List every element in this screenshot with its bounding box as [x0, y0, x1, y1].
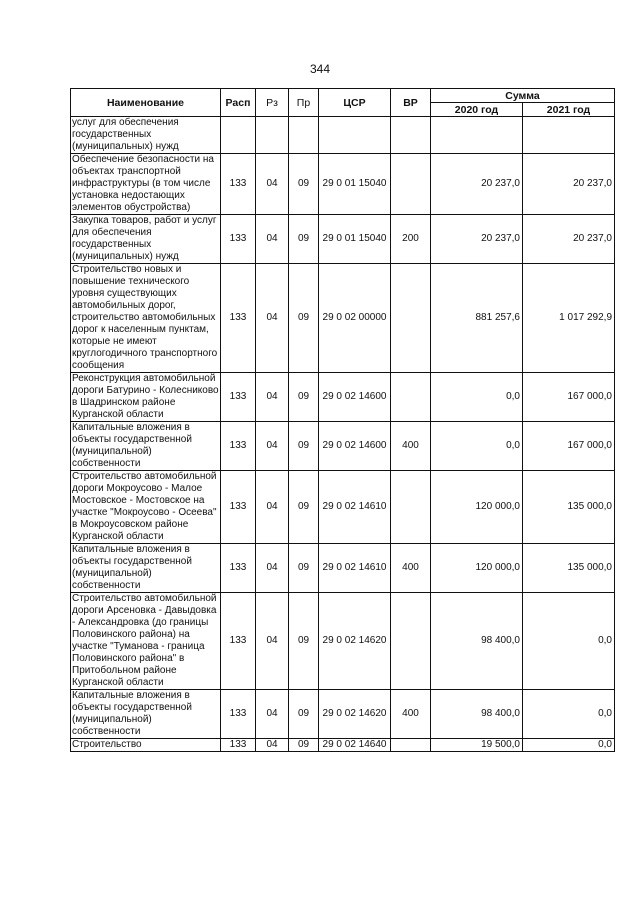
row-sum-2020: 0,0 [431, 373, 523, 422]
row-vr [391, 593, 431, 690]
row-vr [391, 373, 431, 422]
row-name: Строительство новых и повышение технического уровня существующих автомобильных дорог, строительство автомобильных дорог к населенным пунктам, которые не имеют круглогодичного транспортного сообщения [71, 264, 221, 373]
row-rz: 04 [256, 154, 289, 215]
row-csr: 29 0 02 14640 [319, 739, 391, 752]
row-name: Закупка товаров, работ и услуг для обеспечения государственных (муниципальных) нужд [71, 215, 221, 264]
row-pr: 09 [289, 264, 319, 373]
row-name: Строительство [71, 739, 221, 752]
row-pr: 09 [289, 215, 319, 264]
row-sum-2021: 135 000,0 [523, 544, 615, 593]
row-pr: 09 [289, 544, 319, 593]
row-name: Строительство автомобильной дороги Арсеновка - Давыдовка - Александровка (до границы Половинского района) на участке "Туманова - граница Половинского района" в Притобольном районе Курганской области [71, 593, 221, 690]
row-sum-2020 [431, 117, 523, 154]
table-row [71, 422, 615, 471]
header-sum: Сумма [431, 89, 615, 103]
row-vr [391, 739, 431, 752]
row-csr: 29 0 01 15040 [319, 154, 391, 215]
table-row [71, 690, 615, 739]
row-vr: 400 [391, 422, 431, 471]
table-body [71, 117, 615, 752]
row-rasp: 133 [221, 422, 256, 471]
row-csr: 29 0 02 14610 [319, 471, 391, 544]
row-sum-2020: 98 400,0 [431, 593, 523, 690]
header-rz: Рз [256, 89, 289, 117]
row-rasp: 133 [221, 739, 256, 752]
row-name: Капитальные вложения в объекты государственной (муниципальной) собственности [71, 690, 221, 739]
table-row [71, 471, 615, 544]
row-csr: 29 0 02 14600 [319, 422, 391, 471]
row-rz: 04 [256, 422, 289, 471]
row-pr: 09 [289, 593, 319, 690]
header-pr: Пр [289, 89, 319, 117]
row-vr [391, 264, 431, 373]
table-row [71, 215, 615, 264]
row-rz: 04 [256, 544, 289, 593]
row-pr: 09 [289, 422, 319, 471]
row-rz: 04 [256, 264, 289, 373]
table-row [71, 264, 615, 373]
row-sum-2020: 120 000,0 [431, 544, 523, 593]
row-rasp: 133 [221, 373, 256, 422]
row-sum-2021: 0,0 [523, 739, 615, 752]
row-sum-2021: 167 000,0 [523, 373, 615, 422]
row-rasp: 133 [221, 471, 256, 544]
table-row [71, 373, 615, 422]
row-csr [319, 117, 391, 154]
row-rz: 04 [256, 739, 289, 752]
header-csr: ЦСР [319, 89, 391, 117]
row-rz: 04 [256, 373, 289, 422]
row-sum-2020: 19 500,0 [431, 739, 523, 752]
row-vr [391, 117, 431, 154]
row-rz: 04 [256, 215, 289, 264]
row-vr: 400 [391, 690, 431, 739]
row-pr [289, 117, 319, 154]
row-sum-2021: 0,0 [523, 593, 615, 690]
table-header [71, 89, 615, 117]
row-csr: 29 0 02 14610 [319, 544, 391, 593]
header-vr: ВР [391, 89, 431, 117]
page-number: 344 [309, 62, 331, 76]
row-sum-2020: 881 257,6 [431, 264, 523, 373]
row-sum-2020: 20 237,0 [431, 215, 523, 264]
table-row [71, 544, 615, 593]
row-rz: 04 [256, 593, 289, 690]
row-rasp: 133 [221, 154, 256, 215]
row-pr: 09 [289, 690, 319, 739]
header-name: Наименование [71, 89, 221, 117]
row-sum-2020: 0,0 [431, 422, 523, 471]
row-rz: 04 [256, 471, 289, 544]
table-row [71, 154, 615, 215]
row-rz: 04 [256, 690, 289, 739]
row-sum-2020: 98 400,0 [431, 690, 523, 739]
row-vr [391, 154, 431, 215]
row-sum-2021: 20 237,0 [523, 154, 615, 215]
row-sum-2020: 20 237,0 [431, 154, 523, 215]
row-vr: 200 [391, 215, 431, 264]
row-rasp: 133 [221, 593, 256, 690]
row-rz [256, 117, 289, 154]
budget-table [70, 88, 615, 752]
table-row [71, 117, 615, 154]
row-name: Капитальные вложения в объекты государственной (муниципальной) собственности [71, 544, 221, 593]
row-sum-2021: 1 017 292,9 [523, 264, 615, 373]
row-csr: 29 0 02 14620 [319, 593, 391, 690]
row-vr: 400 [391, 544, 431, 593]
row-sum-2020: 120 000,0 [431, 471, 523, 544]
row-sum-2021: 135 000,0 [523, 471, 615, 544]
row-name: Обеспечение безопасности на объектах транспортной инфраструктуры (в том числе установка недостающих элементов обустройства) [71, 154, 221, 215]
table-row [71, 593, 615, 690]
row-csr: 29 0 02 14600 [319, 373, 391, 422]
row-sum-2021: 0,0 [523, 690, 615, 739]
row-rasp: 133 [221, 264, 256, 373]
header-2020: 2020 год [431, 103, 523, 117]
table-row [71, 739, 615, 752]
row-name: услуг для обеспечения государственных (муниципальных) нужд [71, 117, 221, 154]
row-pr: 09 [289, 154, 319, 215]
row-csr: 29 0 01 15040 [319, 215, 391, 264]
header-2021: 2021 год [523, 103, 615, 117]
row-name: Реконструкция автомобильной дороги Батурино - Колесниково в Шадринском районе Курганской области [72, 373, 219, 420]
header-rasp: Расп [221, 89, 256, 117]
row-sum-2021: 167 000,0 [523, 422, 615, 471]
row-pr: 09 [289, 739, 319, 752]
row-rasp: 133 [221, 215, 256, 264]
row-csr: 29 0 02 14620 [319, 690, 391, 739]
row-csr: 29 0 02 00000 [319, 264, 391, 373]
row-name: Капитальные вложения в объекты государственной (муниципальной) собственности [71, 422, 221, 471]
row-sum-2021 [523, 117, 615, 154]
row-rasp [221, 117, 256, 154]
row-vr [391, 471, 431, 544]
row-name: Строительство автомобильной дороги Мокроусово - Малое Мостовское - Мостовское на участке "Мокроусово - Осеева" в Мокроусовском районе Курганской области [71, 471, 221, 544]
row-pr: 09 [289, 373, 319, 422]
row-pr: 09 [289, 471, 319, 544]
row-sum-2021: 20 237,0 [523, 215, 615, 264]
row-rasp: 133 [221, 690, 256, 739]
row-rasp: 133 [221, 544, 256, 593]
